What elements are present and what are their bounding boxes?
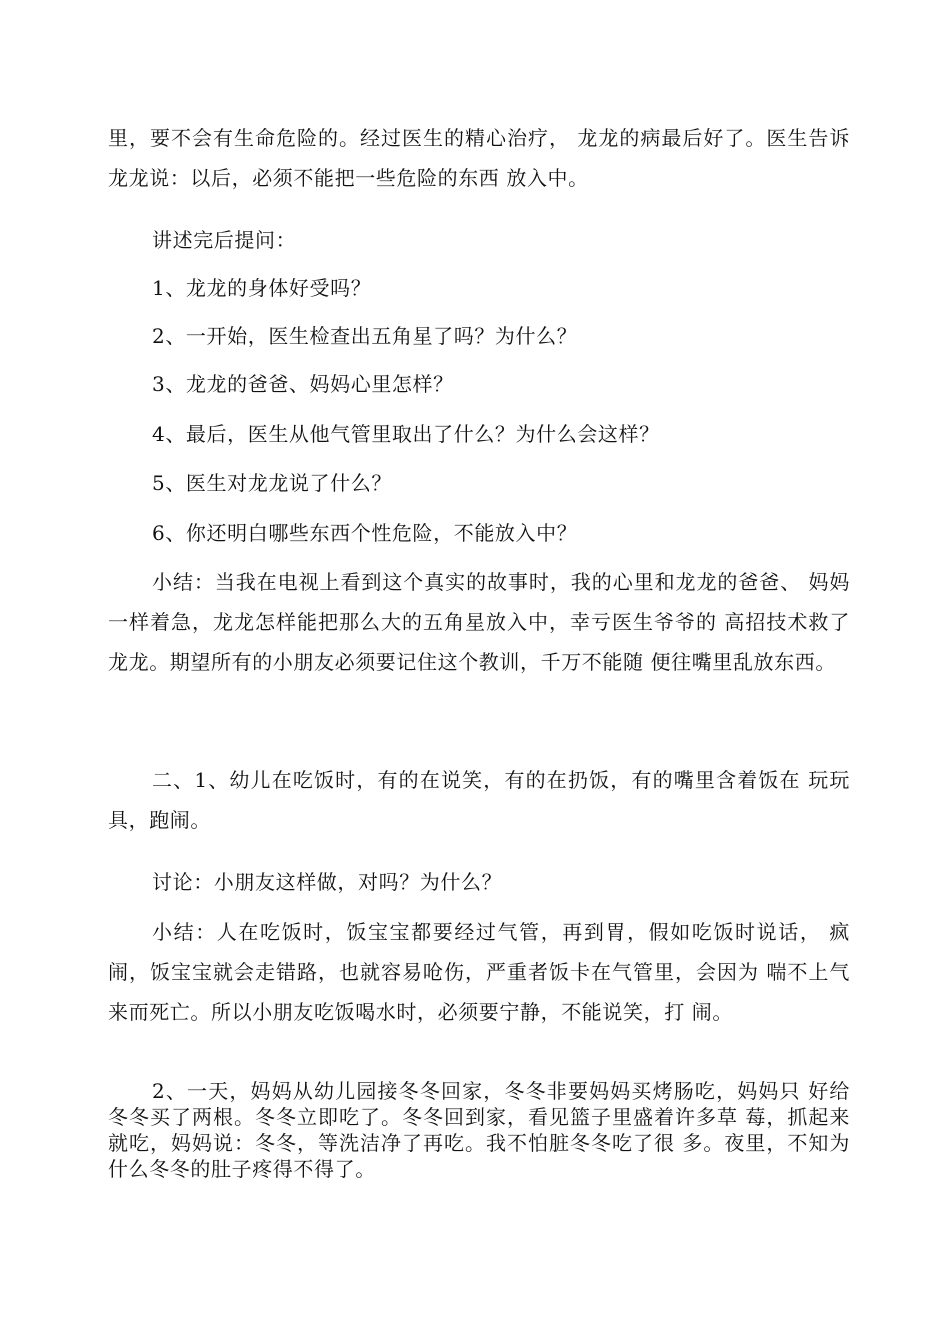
question-2: 2、一开始，医生检查出五角星了吗？为什么？ bbox=[152, 324, 578, 348]
paragraph-section-2-item-2: 2、一天，妈妈从幼儿园接冬冬回家，冬冬非要妈妈买烤肠吃，妈妈只 好给冬冬买了两根。冬冬立即吃了。冬冬回到家，看见篮子里盛着许多草 莓，抓起来就吃，妈妈说：冬冬，等洗洁净了再吃。我不怕脏冬冬吃了很 多。夜里，不知为什么冬冬的肚子疼得不得了。 bbox=[108, 1079, 850, 1181]
question-6: 6、你还明白哪些东西个性危险，不能放入中？ bbox=[152, 521, 578, 545]
paragraph-summary-1: 小结：当我在电视上看到这个真实的故事时，我的心里和龙龙的爸爸、 妈妈一样着急，龙龙怎样能把那么大的五角星放入中，幸亏医生爷爷的 高招技术救了龙龙。期望所有的小朋友必须要记住这个教训，千万不能随 便往嘴里乱放东西。 bbox=[108, 570, 850, 674]
paragraph-section-2-item-1: 二、1、幼儿在吃饭时，有的在说笑，有的在扔饭，有的嘴里含着饭在 玩玩具，跑闹。 bbox=[108, 768, 850, 832]
paragraph-summary-2: 小结：人在吃饭时，饭宝宝都要经过气管，再到胃，假如吃饭时说话， 疯闹，饭宝宝就会走错路，也就容易呛伤，严重者饭卡在气管里，会因为 喘不上气来而死亡。所以小朋友吃饭喝水时，必须要宁静，不能说笑，打 闹。 bbox=[108, 920, 850, 1024]
question-1: 1、龙龙的身体好受吗？ bbox=[152, 276, 372, 300]
paragraph-discussion: 讨论：小朋友这样做，对吗？为什么？ bbox=[152, 870, 503, 894]
paragraph-question-intro: 讲述完后提问： bbox=[152, 228, 297, 252]
question-3: 3、龙龙的爸爸、妈妈心里怎样？ bbox=[152, 372, 454, 396]
paragraph-continuation: 里，要不会有生命危险的。经过医生的精心治疗， 龙龙的病最后好了。医生告诉龙龙说：以后，必须不能把一些危险的东西 放入中。 bbox=[108, 126, 850, 190]
question-4: 4、最后，医生从他气管里取出了什么？为什么会这样？ bbox=[152, 422, 660, 446]
question-5: 5、医生对龙龙说了什么？ bbox=[152, 471, 392, 495]
